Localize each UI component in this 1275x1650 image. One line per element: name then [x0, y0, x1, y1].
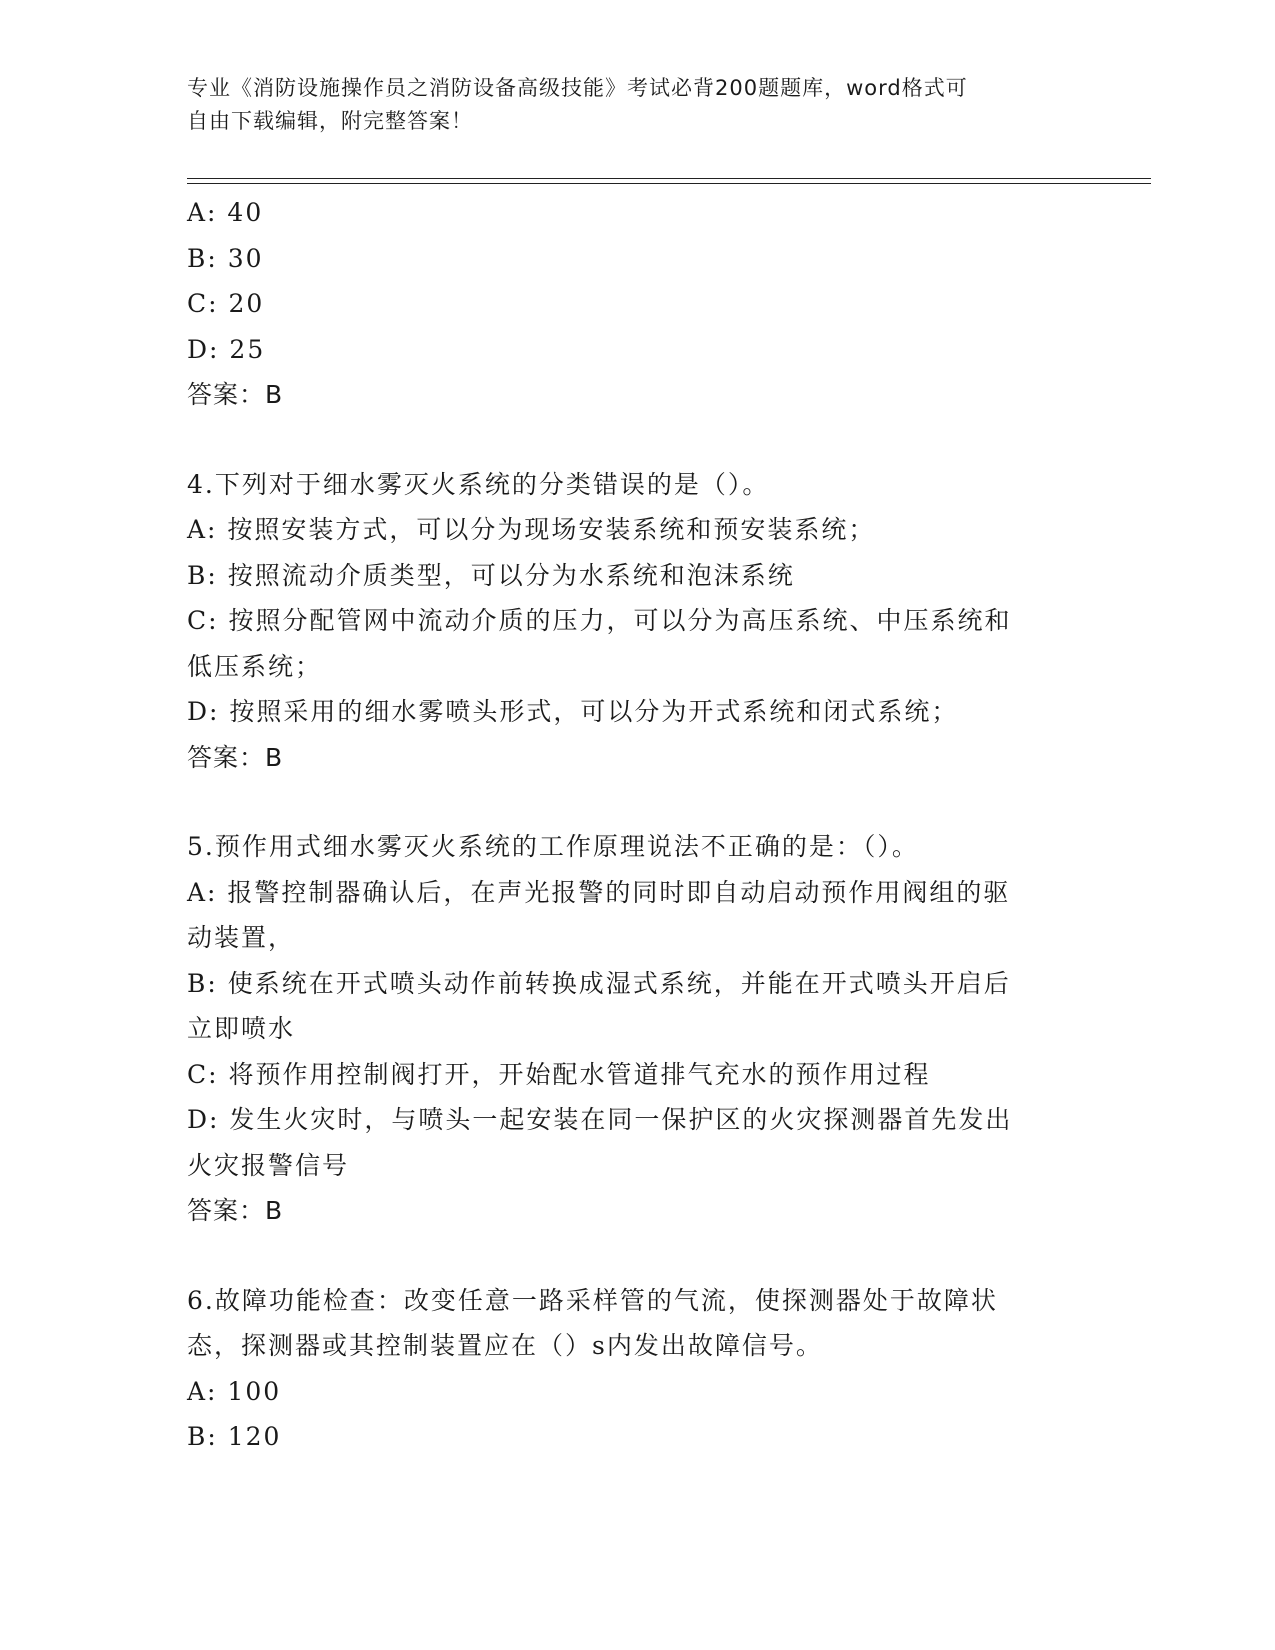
document-header [187, 72, 1067, 138]
q6-question-line-1: 6.故障功能检查：改变任意一路采样管的气流，使探测器处于故障状 [187, 1285, 998, 1315]
q4-option-c-line-1: C: 按照分配管网中流动介质的压力，可以分为高压系统、中压系统和 [187, 606, 1012, 635]
q5-option-a-line-1: A: 报警控制器确认后，在声光报警的同时即自动启动预作用阀组的驱 [187, 877, 1011, 907]
q6-option-b: B: 120 [187, 1422, 282, 1451]
q5-option-b-line-2: 立即喷水 [187, 1014, 296, 1043]
question-6-block [187, 1278, 1087, 1460]
q3-option-b: B: 30 [187, 243, 264, 273]
q4-question: 4.下列对于细水雾灭火系统的分类错误的是（）。 [187, 469, 770, 499]
q3-option-a: A: 40 [187, 198, 264, 227]
q6-option-a: A: 100 [187, 1376, 282, 1406]
header-title-line-2: 自由下载编辑，附完整答案！ [187, 109, 473, 133]
header-divider-top [187, 178, 1151, 179]
q5-option-d-line-2: 火灾报警信号 [187, 1150, 350, 1180]
q5-option-a-line-2: 动装置， [187, 923, 296, 952]
q4-option-b: B: 按照流动介质类型，可以分为水系统和泡沫系统 [187, 560, 795, 590]
question-4-block [187, 462, 1087, 781]
q5-answer: 答案：B [187, 1196, 284, 1225]
q6-question-line-2: 态，探测器或其控制装置应在（）s内发出故障信号。 [187, 1331, 823, 1360]
q5-option-c: C: 将预作用控制阀打开，开始配水管道排气充水的预作用过程 [187, 1059, 931, 1089]
q4-option-d: D: 按照采用的细水雾喷头形式，可以分为开式系统和闭式系统； [187, 697, 959, 726]
question-content [187, 190, 1087, 1460]
q3-answer: 答案：B [187, 380, 284, 409]
question-5-block [187, 824, 1087, 1234]
header-title-line-1: 专业《消防设施操作员之消防设备高级技能》考试必背200题题库，word格式可 [187, 76, 968, 100]
q4-answer: 答案：B [187, 742, 284, 772]
q5-option-d-line-1: D: 发生火灾时，与喷头一起安装在同一保护区的火灾探测器首先发出 [187, 1105, 1013, 1134]
q5-option-b-line-1: B: 使系统在开式喷头动作前转换成湿式系统，并能在开式喷头开启后 [187, 968, 1011, 998]
q3-option-c: C: 20 [187, 289, 265, 318]
q5-question: 5.预作用式细水雾灭火系统的工作原理说法不正确的是：（）。 [187, 832, 919, 861]
q4-option-c-line-2: 低压系统； [187, 651, 323, 681]
q3-option-d: D: 25 [187, 334, 266, 364]
header-divider-bottom [187, 183, 1151, 184]
q4-option-a: A: 按照安装方式，可以分为现场安装系统和预安装系统； [187, 515, 876, 544]
question-3-block [187, 190, 1087, 418]
